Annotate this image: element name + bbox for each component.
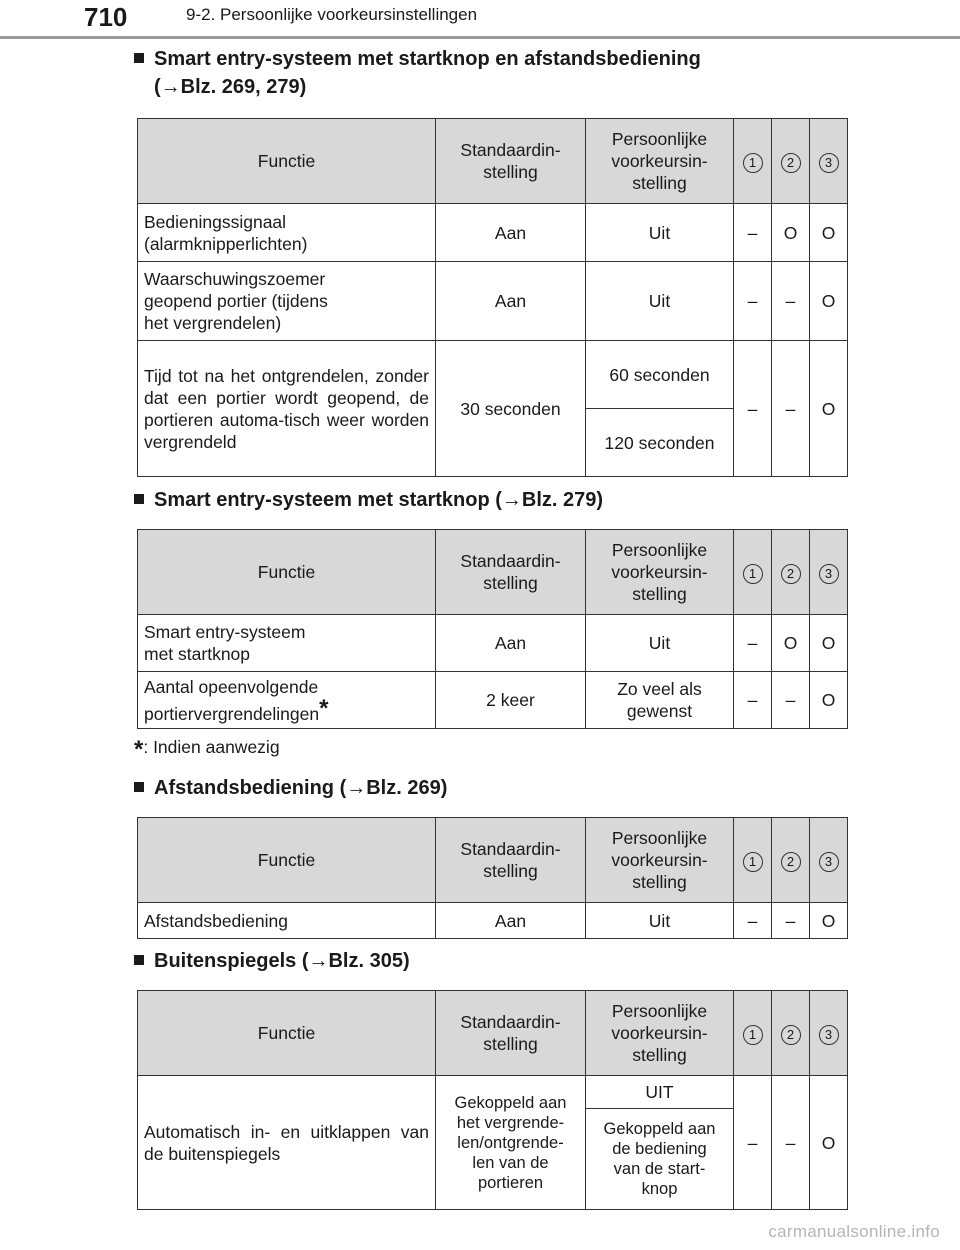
custom-cell: UIT <box>586 1076 734 1109</box>
function-cell: Bedieningssignaal (alarmknipperlichten) <box>138 204 436 262</box>
settings-table-remote <box>137 817 848 939</box>
table-header-row <box>138 818 848 903</box>
circled-1-icon: 1 <box>743 153 763 173</box>
footnote-text: : Indien aanwezig <box>143 737 280 757</box>
method-3-cell: O <box>810 615 848 672</box>
default-cell: 2 keer <box>436 672 586 729</box>
column-header-default: Standaardin- stelling <box>436 991 586 1076</box>
column-header-method-1 <box>734 818 772 903</box>
footnote <box>134 736 280 764</box>
circled-2-icon: 2 <box>781 852 801 872</box>
method-3-cell: O <box>810 204 848 262</box>
method-2-cell: O <box>772 204 810 262</box>
method-3-cell: O <box>810 1076 848 1210</box>
table-header-row <box>138 119 848 204</box>
table-row <box>138 341 848 409</box>
function-cell: Aantal opeenvolgende portiervergrendelingen* <box>138 672 436 729</box>
column-header-default: Standaardin- stelling <box>436 818 586 903</box>
column-header-default: Standaardin- stelling <box>436 530 586 615</box>
page-number: 710 <box>84 2 128 32</box>
column-header-method-2 <box>772 818 810 903</box>
column-header-custom: Persoonlijke voorkeursin- stelling <box>586 119 734 204</box>
section-heading-remote: Afstandsbediening (→Blz. 269) <box>134 774 854 802</box>
column-header-custom: Persoonlijke voorkeursin- stelling <box>586 991 734 1076</box>
default-cell: Aan <box>436 903 586 939</box>
method-2-cell: – <box>772 903 810 939</box>
circled-3-icon: 3 <box>819 564 839 584</box>
column-header-function: Functie <box>138 818 436 903</box>
table-row <box>138 204 848 262</box>
section-heading-smart-entry-remote: Smart entry-systeem met startknop en afstandsbediening (→Blz. 269, 279) <box>134 45 854 101</box>
circled-2-icon: 2 <box>781 564 801 584</box>
method-3-cell: O <box>810 903 848 939</box>
method-1-cell: – <box>734 1076 772 1210</box>
method-2-cell: – <box>772 341 810 477</box>
column-header-custom: Persoonlijke voorkeursin- stelling <box>586 818 734 903</box>
circled-1-icon: 1 <box>743 852 763 872</box>
page-header <box>0 0 960 39</box>
method-1-cell: – <box>734 262 772 341</box>
table-row <box>138 903 848 939</box>
method-1-cell: – <box>734 341 772 477</box>
circled-3-icon: 3 <box>819 1025 839 1045</box>
circled-1-icon: 1 <box>743 1025 763 1045</box>
method-2-cell: O <box>772 615 810 672</box>
circled-3-icon: 3 <box>819 852 839 872</box>
function-cell: Waarschuwingszoemer geopend portier (tijdens het vergrendelen) <box>138 262 436 341</box>
function-cell: Tijd tot na het ontgrendelen, zonder dat een portier wordt geopend, de portieren automa-tisch weer worden vergrendeld <box>138 341 436 477</box>
custom-cell: Gekoppeld aan de bediening van de start- knop <box>586 1109 734 1210</box>
custom-cell: Uit <box>586 262 734 341</box>
column-header-default: Standaardin- stelling <box>436 119 586 204</box>
section-heading-mirrors: Buitenspiegels (→Blz. 305) <box>134 947 854 975</box>
circled-1-icon: 1 <box>743 564 763 584</box>
method-1-cell: – <box>734 903 772 939</box>
method-3-cell: O <box>810 341 848 477</box>
table-row <box>138 672 848 729</box>
method-2-cell: – <box>772 1076 810 1210</box>
footnote-asterisk: * <box>319 694 329 722</box>
method-3-cell: O <box>810 672 848 729</box>
settings-table-mirrors <box>137 990 848 1210</box>
method-2-cell: – <box>772 672 810 729</box>
column-header-method-2 <box>772 991 810 1076</box>
chapter-title: 9-2. Persoonlijke voorkeursinstellingen <box>186 5 478 24</box>
circled-3-icon: 3 <box>819 153 839 173</box>
square-bullet-icon <box>134 955 144 965</box>
default-cell: Aan <box>436 615 586 672</box>
column-header-method-3 <box>810 119 848 204</box>
function-cell: Automatisch in- en uitklappen van de buitenspiegels <box>138 1076 436 1210</box>
default-cell: Gekoppeld aan het vergrende- len/ontgrende- len van de portieren <box>436 1076 586 1210</box>
method-3-cell: O <box>810 262 848 341</box>
custom-cell: Uit <box>586 903 734 939</box>
table-header-row <box>138 530 848 615</box>
table-header-row <box>138 991 848 1076</box>
method-2-cell: – <box>772 262 810 341</box>
footnote-asterisk: * <box>134 736 144 763</box>
column-header-method-3 <box>810 818 848 903</box>
settings-table-smart-entry-remote <box>137 118 848 477</box>
circled-2-icon: 2 <box>781 153 801 173</box>
function-cell: Afstandsbediening <box>138 903 436 939</box>
section-heading-smart-entry: Smart entry-systeem met startknop (→Blz. 279) <box>134 486 854 514</box>
custom-cell: Uit <box>586 204 734 262</box>
column-header-method-2 <box>772 530 810 615</box>
column-header-method-2 <box>772 119 810 204</box>
settings-table-smart-entry <box>137 529 848 729</box>
column-header-method-3 <box>810 991 848 1076</box>
column-header-function: Functie <box>138 991 436 1076</box>
column-header-method-1 <box>734 991 772 1076</box>
custom-cell: 60 seconden <box>586 341 734 409</box>
method-1-cell: – <box>734 672 772 729</box>
function-cell: Smart entry-systeem met startknop <box>138 615 436 672</box>
default-cell: Aan <box>436 204 586 262</box>
table-row <box>138 615 848 672</box>
custom-cell: 120 seconden <box>586 409 734 477</box>
column-header-function: Functie <box>138 530 436 615</box>
circled-2-icon: 2 <box>781 1025 801 1045</box>
table-row <box>138 262 848 341</box>
column-header-function: Functie <box>138 119 436 204</box>
column-header-method-1 <box>734 119 772 204</box>
square-bullet-icon <box>134 494 144 504</box>
column-header-method-1 <box>734 530 772 615</box>
watermark: carmanualsonline.info <box>768 1222 940 1241</box>
custom-cell: Zo veel als gewenst <box>586 672 734 729</box>
default-cell: Aan <box>436 262 586 341</box>
default-cell: 30 seconden <box>436 341 586 477</box>
square-bullet-icon <box>134 782 144 792</box>
method-1-cell: – <box>734 615 772 672</box>
method-1-cell: – <box>734 204 772 262</box>
square-bullet-icon <box>134 53 144 63</box>
custom-cell: Uit <box>586 615 734 672</box>
column-header-custom: Persoonlijke voorkeursin- stelling <box>586 530 734 615</box>
column-header-method-3 <box>810 530 848 615</box>
table-row <box>138 1076 848 1109</box>
